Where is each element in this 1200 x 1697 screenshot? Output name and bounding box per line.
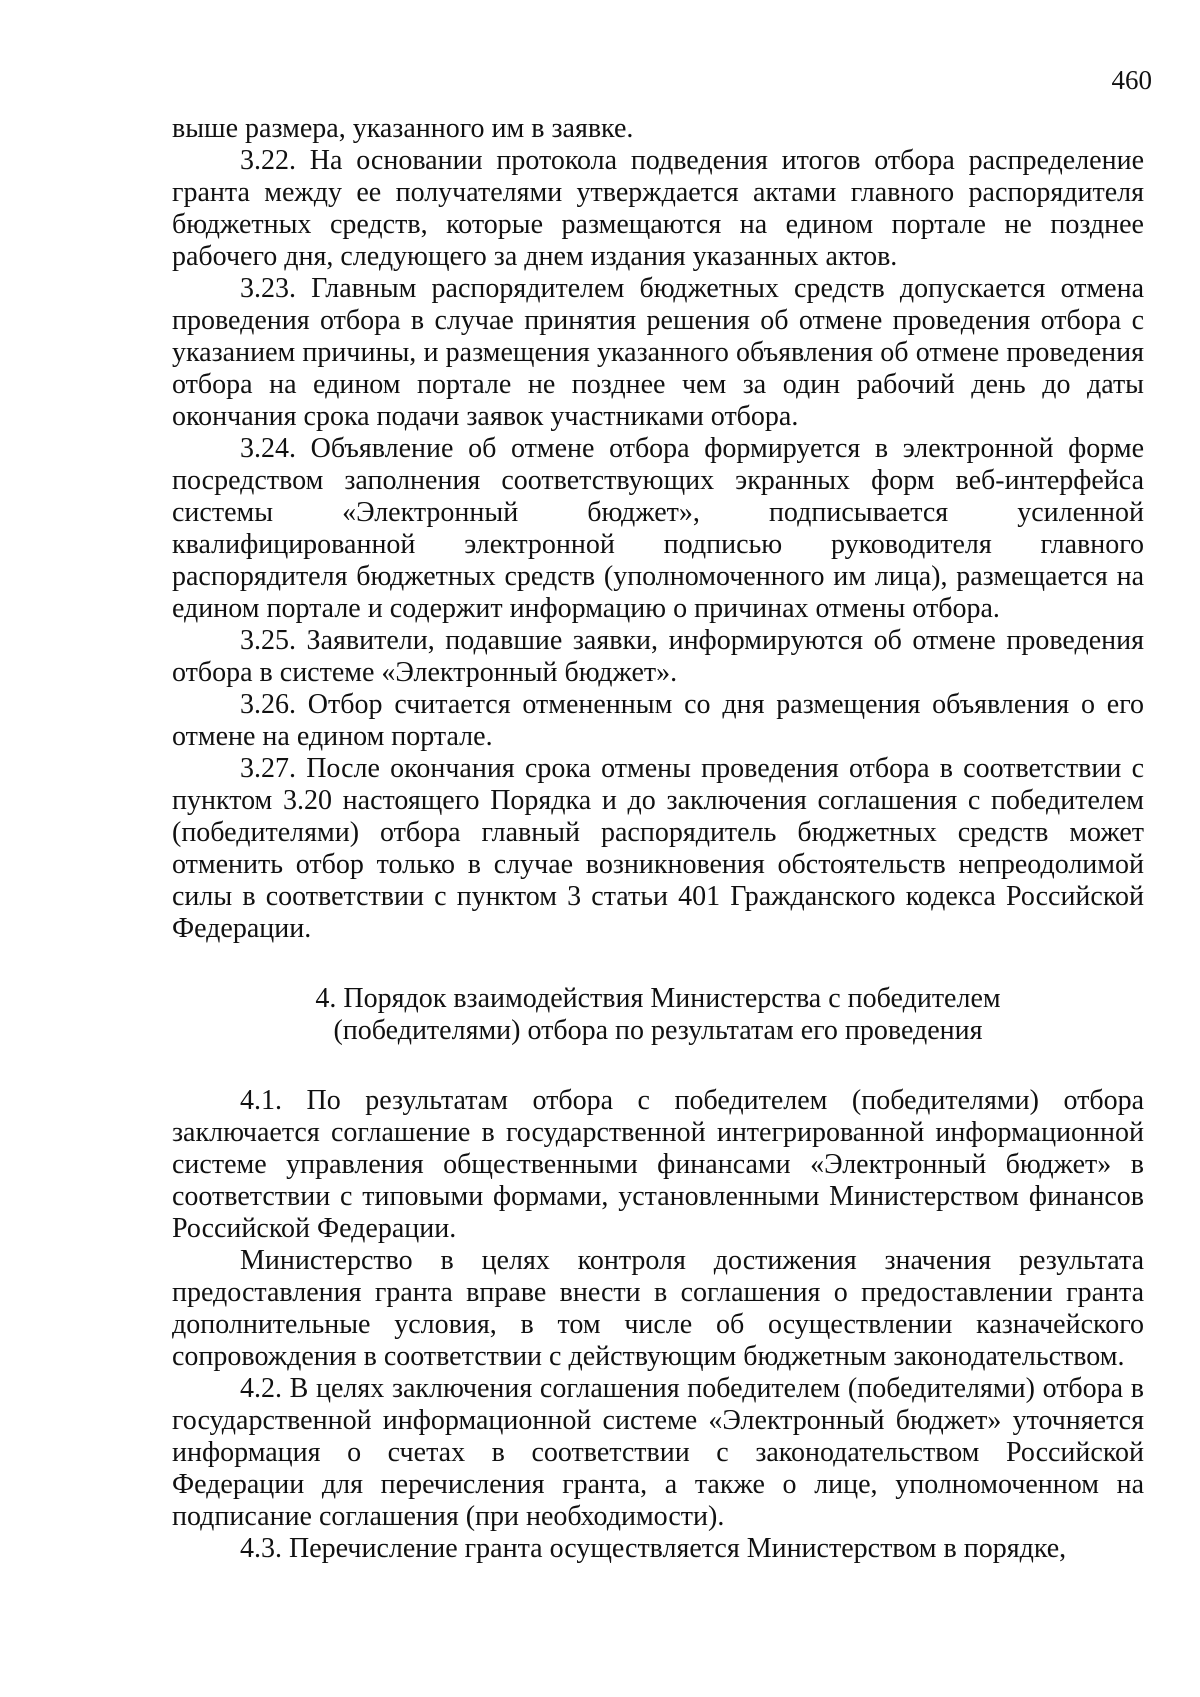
paragraph-3-24: 3.24. Объявление об отмене отбора формируется в электронной форме посредством заполнения соответствующих экранных форм веб-интерфейса системы «Электронный бюджет», подписывается усиленной квалифицированной электронной подписью руководителя главного распорядителя бюджетных средств (уполномоченного им лица), размещается на едином портале и содержит информацию о причинах отмены отбора. (172, 433, 1144, 624)
paragraph-3-26: 3.26. Отбор считается отмененным со дня размещения объявления о его отмене на едином портале. (172, 689, 1144, 752)
document-body (172, 113, 1144, 1565)
paragraph-4-1: 4.1. По результатам отбора с победителем (победителями) отбора заключается соглашение в государственной интегрированной информационной системе управления общественными финансами «Электронный бюджет» в соответствии с типовыми формами, установленными Министерством финансов Российской Федерации. (172, 1085, 1144, 1244)
section-4-heading (172, 983, 1144, 1047)
paragraph-3-22: 3.22. На основании протокола подведения итогов отбора распределение гранта между ее получателями утверждается актами главного распорядителя бюджетных средств, которые размещаются на едином портале не позднее рабочего дня, следующего за днем издания указанных актов. (172, 145, 1144, 272)
page-number: 460 (1111, 65, 1152, 95)
section-4-heading-line-2: (победителями) отбора по результатам его проведения (333, 1015, 983, 1046)
paragraph-4-2: 4.2. В целях заключения соглашения победителем (победителями) отбора в государственной информационной системе «Электронный бюджет» уточняется информация о счетах в соответствии с законодательством Российской Федерации для перечисления гранта, а также о лице, уполномоченном на подписание соглашения (при необходимости). (172, 1373, 1144, 1532)
paragraph-3-23: 3.23. Главным распорядителем бюджетных средств допускается отмена проведения отбора в случае принятия решения об отмене проведения отбора с указанием причины, и размещения указанного объявления об отмене проведения отбора на едином портале не позднее чем за один рабочий день до даты окончания срока подачи заявок участниками отбора. (172, 273, 1144, 432)
paragraph-4-1-continued: Министерство в целях контроля достижения значения результата предоставления гранта вправе внести в соглашения о предоставлении гранта дополнительные условия, в том числе об осуществлении казначейского сопровождения в соответствии с действующим бюджетным законодательством. (172, 1245, 1144, 1372)
paragraph-continuation: выше размера, указанного им в заявке. (172, 113, 634, 144)
section-4-heading-line-1: 4. Порядок взаимодействия Министерства с победителем (315, 983, 1001, 1014)
paragraph-3-27: 3.27. После окончания срока отмены проведения отбора в соответствии с пунктом 3.20 настоящего Порядка и до заключения соглашения с победителем (победителями) отбора главный распорядитель бюджетных средств может отменить отбор только в случае возникновения обстоятельств непреодолимой силы в соответствии с пунктом 3 статьи 401 Гражданского кодекса Российской Федерации. (172, 753, 1144, 944)
paragraph-3-25: 3.25. Заявители, подавшие заявки, информируются об отмене проведения отбора в системе «Электронный бюджет». (172, 625, 1144, 688)
paragraph-4-3: 4.3. Перечисление гранта осуществляется Министерством в порядке, (240, 1533, 1067, 1564)
